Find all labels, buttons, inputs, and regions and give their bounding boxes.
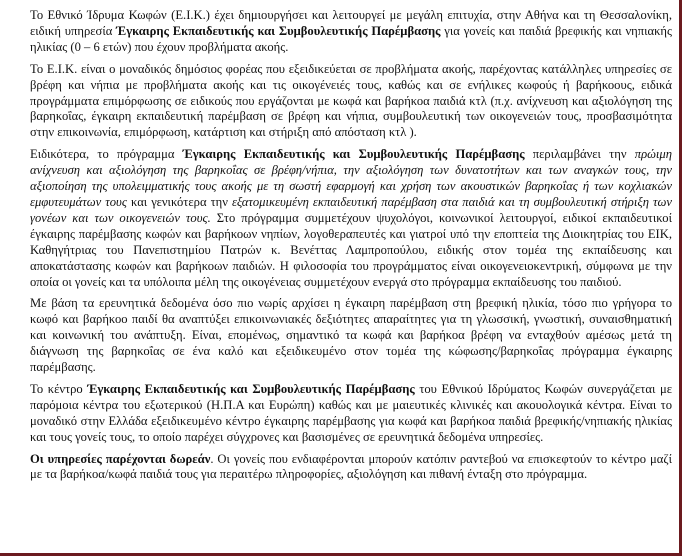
paragraph-intro bbox=[30, 8, 672, 56]
document-body bbox=[30, 8, 672, 489]
paragraph-center bbox=[30, 382, 672, 446]
text-segment: Έγκαιρης Εκπαιδευτικής και Συμβουλευτικής Παρέμβασης bbox=[116, 23, 441, 38]
text-segment: περιλαμβάνει την bbox=[524, 147, 635, 162]
text-segment: Στο πρόγραμμα συμμετέχουν ψυχολόγοι, κοινωνικοί λειτουργοί, ειδικοί εκπαιδευτικοί έγκαιρης παρέμβασης κωφών και βαρήκοων νηπίων, λογοθεραπευτές και γιατροί υπό την εποπτεία της Διοικητρίας του ΕΙΚ, Καθηγήτριας του Πανεπιστημίου Πατρών κ. Βενέττας Λαμπροπούλου, ειδικής στον τομέα της εκπαίδευσης και αποκατάστασης κωφών και βαρήκοων παιδιών. Η φιλοσοφία του προγράμματος είναι οικογενειοκεντρική, σύμφωνα με την οποία οι γονείς και τα υπόλοιπα μέλη της οικογένειας συμμετέχουν ενεργά στο πρόγραμμα εκπαίδευσης του παιδιού. bbox=[30, 210, 672, 289]
text-segment: Το Ε.Ι.Κ. είναι ο μοναδικός δημόσιος φορέας που εξειδικεύεται σε προβλήματα ακοής, παρέχοντας κατάλληλες υπηρεσίες σε βρέφη και νήπια με προβλήματα ακοής και τις οικογένειές τους, καθώς και σε ενήλικες κωφούς ή βαρήκοους, ειδικά προγράμματα επιμόρφωσης σε ειδικούς που εργάζονται με κωφά και βαρήκοα παιδιά κτλ (π.χ. ανίχνευση και αξιολόγηση της βαρηκοΐας, έγκαιρη εκπαιδευτική παρέμβαση σε βρέφη και νήπια, συμβουλευτική των οικογενειών τους, προσβασιμότητα στην επικοινωνία, επιμόρφωση, κατάρτιση και στήριξη από απόσταση κτλ ). bbox=[30, 61, 672, 140]
text-segment: για γονείς και παιδιά βρεφικής και νηπιακής ηλικίας (0 – 6 ετών) που έχουν προβλήματα ακοής. bbox=[30, 23, 672, 54]
text-segment: του Εθνικού Ιδρύματος Κωφών συνεργάζεται με παρόμοια κέντρα του εξωτερικού (Η.Π.Α και Ευρώπη) καθώς και με μαιευτικές κλινικές και ακουολογικά κέντρα. Είναι το μοναδικό στην Ελλάδα εξειδικευμένο κέντρο έγκαιρης παρέμβασης για κωφά και βαρήκοα παιδιά βρεφικής/νηπιακής ηλικίας και τους γονείς τους, το οποίο παρέχει σύγχρονες και βασισμένες σε ερευνητικά δεδομένα υπηρεσίες. bbox=[30, 381, 672, 444]
text-segment: εξατομικευμένη εκπαιδευτική παρέμβαση στα παιδιά και τη συμβουλευτική στήριξη των γονέων και των οικογενειών τους. bbox=[30, 194, 672, 225]
paragraph-role bbox=[30, 62, 672, 142]
text-segment: Έγκαιρης Εκπαιδευτικής και Συμβουλευτικής Παρέμβασης bbox=[182, 147, 525, 162]
paragraph-program bbox=[30, 147, 672, 290]
text-segment: και γενικότερα την bbox=[126, 194, 232, 209]
text-segment: . Οι γονείς που ενδιαφέρονται μπορούν κατόπιν ραντεβού να επισκεφτούν το κέντρο μαζί με τα βαρήκοα/κωφά παιδιά τους για περαιτέρω πληροφορίες, αξιολόγηση και πιθανή ένταξη στο πρόγραμμα. bbox=[30, 451, 672, 482]
paragraph-free bbox=[30, 452, 672, 484]
text-segment: Ειδικότερα, το πρόγραμμα bbox=[30, 147, 183, 162]
text-segment: Το κέντρο bbox=[30, 381, 88, 396]
paragraph-research bbox=[30, 296, 672, 376]
text-segment: Το Εθνικό Ίδρυμα Κωφών (Ε.Ι.Κ.) έχει δημιουργήσει και λειτουργεί με μεγάλη επιτυχία, στην Αθήνα και τη Θεσσαλονίκη, ειδική υπηρεσία bbox=[30, 8, 672, 38]
text-segment: πρώιμη ανίχνευση και αξιολόγηση της βαρηκοΐας σε βρέφη/νήπια, την αξιολόγηση των δυνατοτήτων και των αναγκών τους, την αξιοποίηση της υπολειμματικής τους ακοής με τη σωστή εφαρμογή και χρήση των ακουστικών βαρηκοΐας ή των κοχλιακών εμφυτευμάτων τους bbox=[30, 147, 672, 209]
text-segment: Με βάση τα ερευνητικά δεδομένα όσο πιο νωρίς αρχίσει η έγκαιρη παρέμβαση στη βρεφική ηλικία, τόσο πιο γρήγορα το κωφό και βαρήκοο παιδί θα αναπτύξει επικοινωνιακές δεξιότητες απαραίτητες για τη γλωσσική, γνωστική, συναισθηματική και κοινωνική του ανάπτυξη. Είναι, επομένως, σημαντικό τα κωφά και βαρήκοα βρέφη να ενταχθούν αμέσως μετά τη διάγνωση της βαρηκοΐας σε ένα καλό και εξειδικευμένο στον τομέα της κώφωσης/βαρηκοΐας πρόγραμμα έγκαιρης παρέμβασης. bbox=[30, 296, 672, 375]
text-segment: Οι υπηρεσίες παρέχονται δωρεάν bbox=[30, 451, 211, 466]
text-segment: Έγκαιρης Εκπαιδευτικής και Συμβουλευτικής Παρέμβασης bbox=[87, 381, 415, 396]
